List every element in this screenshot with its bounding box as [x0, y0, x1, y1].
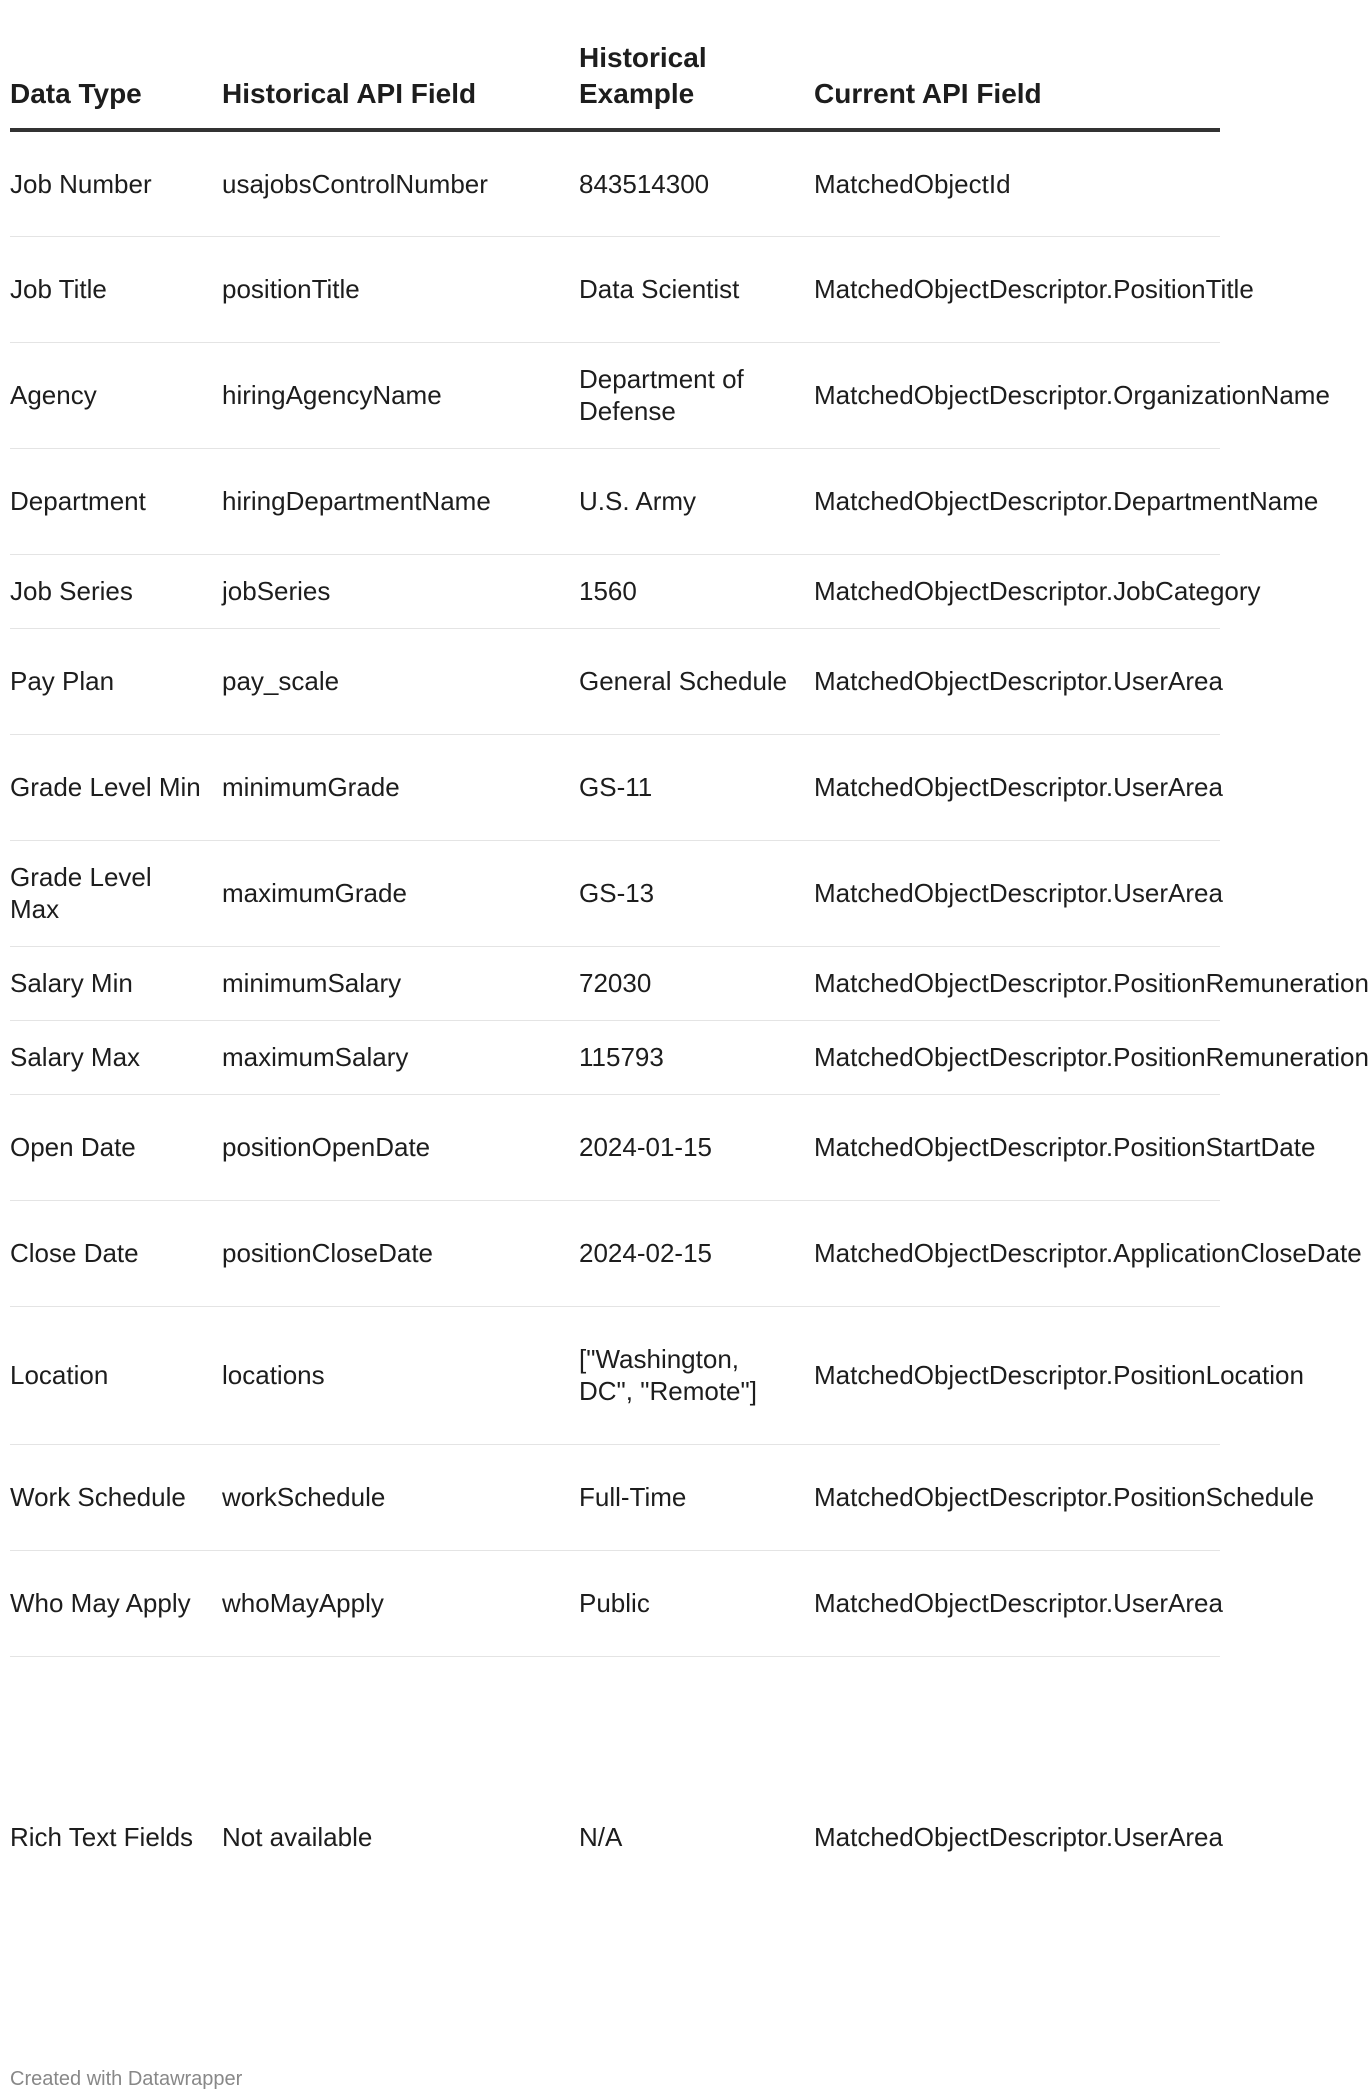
cell-historical-field: minimumSalary [222, 946, 579, 1020]
header-current-api-field: Current API Field [814, 40, 1220, 130]
cell-current-field: MatchedObjectDescriptor.UserArea [814, 628, 1220, 734]
cell-data-type: Salary Min [10, 946, 222, 1020]
table-row [10, 628, 1220, 734]
cell-data-type: Grade Level Max [10, 840, 222, 946]
table-row [10, 1020, 1220, 1094]
cell-data-type: Rich Text Fields [10, 1822, 194, 1853]
cell-historical-field: Not available [222, 1822, 373, 1853]
table-row [10, 1656, 1220, 2018]
cell-data-type: Salary Max [10, 1020, 222, 1094]
cell-historical-field: hiringAgencyName [222, 342, 579, 448]
cell-current-field: MatchedObjectDescriptor.PositionRemuneration [814, 1020, 1220, 1094]
table-row [10, 554, 1220, 628]
cell-current-field: MatchedObjectDescriptor.JobCategory [814, 554, 1220, 628]
cell-current-field: MatchedObjectDescriptor.PositionRemuneration [814, 946, 1220, 1020]
cell-data-type: Job Number [10, 130, 222, 236]
cell-data-type: Work Schedule [10, 1444, 222, 1550]
cell-historical-field: positionCloseDate [222, 1200, 579, 1306]
cell-historical-example: ["Washington, DC", "Remote"] [579, 1306, 814, 1444]
cell-data-type: Who May Apply [10, 1550, 222, 1656]
cell-historical-example: 72030 [579, 946, 814, 1020]
cell-historical-example: GS-13 [579, 840, 814, 946]
cell-current-field: MatchedObjectDescriptor.PositionStartDate [814, 1094, 1220, 1200]
cell-historical-example: 1560 [579, 554, 814, 628]
cell-data-type: Job Series [10, 554, 222, 628]
cell-historical-field: usajobsControlNumber [222, 130, 579, 236]
table-row [10, 946, 1220, 1020]
cell-data-type: Open Date [10, 1094, 222, 1200]
datawrapper-credit[interactable]: Created with Datawrapper [10, 2068, 243, 2090]
cell-current-field: MatchedObjectDescriptor.PositionSchedule [814, 1444, 1220, 1550]
cell-historical-example: General Schedule [579, 628, 814, 734]
table-header-row [10, 40, 1220, 130]
cell-historical-example: 115793 [579, 1020, 814, 1094]
cell-current-field: MatchedObjectDescriptor.ApplicationCloseDate [814, 1200, 1220, 1306]
table-row [10, 734, 1220, 840]
cell-historical-field: jobSeries [222, 554, 579, 628]
cell-historical-field: positionOpenDate [222, 1094, 579, 1200]
table-row [10, 1306, 1220, 1444]
table-row [10, 1094, 1220, 1200]
cell-historical-example: U.S. Army [579, 448, 814, 554]
cell-data-type: Location [10, 1306, 222, 1444]
cell-historical-example: Data Scientist [579, 236, 814, 342]
cell-historical-field: minimumGrade [222, 734, 579, 840]
cell-historical-field: hiringDepartmentName [222, 448, 579, 554]
cell-current-field: MatchedObjectDescriptor.PositionLocation [814, 1306, 1220, 1444]
cell-current-field: MatchedObjectDescriptor.UserArea [814, 1822, 1223, 1853]
cell-historical-example: 2024-02-15 [579, 1200, 814, 1306]
cell-data-type: Department [10, 448, 222, 554]
table-row [10, 130, 1220, 236]
header-historical-example: Historical Example [579, 40, 814, 130]
table-row [10, 236, 1220, 342]
cell-historical-field: pay_scale [222, 628, 579, 734]
cell-historical-example: Department of Defense [579, 342, 814, 448]
field-mapping-table [10, 40, 1369, 2018]
cell-current-field: MatchedObjectDescriptor.OrganizationName [814, 342, 1220, 448]
cell-current-field: MatchedObjectDescriptor.PositionTitle [814, 236, 1220, 342]
table-row [10, 1444, 1220, 1550]
data-table-container [10, 40, 1369, 2018]
cell-historical-example: N/A [579, 1822, 623, 1853]
cell-historical-example: Public [579, 1550, 814, 1656]
table-row [10, 1550, 1220, 1656]
cell-current-field: MatchedObjectDescriptor.UserArea [814, 840, 1220, 946]
cell-historical-example: 843514300 [579, 130, 814, 236]
cell-historical-field: workSchedule [222, 1444, 579, 1550]
cell-data-type: Grade Level Min [10, 734, 222, 840]
cell-current-field: MatchedObjectDescriptor.UserArea [814, 1550, 1220, 1656]
table-row [10, 840, 1220, 946]
cell-historical-field: maximumGrade [222, 840, 579, 946]
cell-historical-example: Full-Time [579, 1444, 814, 1550]
cell-data-type: Agency [10, 342, 222, 448]
cell-historical-example: 2024-01-15 [579, 1094, 814, 1200]
cell-data-type: Close Date [10, 1200, 222, 1306]
cell-historical-example: GS-11 [579, 734, 814, 840]
header-data-type: Data Type [10, 40, 222, 130]
table-row [10, 1200, 1220, 1306]
table-row [10, 448, 1220, 554]
cell-historical-field: maximumSalary [222, 1020, 579, 1094]
header-historical-api-field: Historical API Field [222, 40, 579, 130]
cell-data-type: Pay Plan [10, 628, 222, 734]
cell-current-field: MatchedObjectDescriptor.DepartmentName [814, 448, 1220, 554]
cell-current-field: MatchedObjectDescriptor.UserArea [814, 734, 1220, 840]
cell-historical-field: locations [222, 1306, 579, 1444]
cell-historical-field: whoMayApply [222, 1550, 579, 1656]
cell-historical-field: positionTitle [222, 236, 579, 342]
table-row [10, 342, 1220, 448]
cell-current-field: MatchedObjectId [814, 130, 1220, 236]
cell-data-type: Job Title [10, 236, 222, 342]
